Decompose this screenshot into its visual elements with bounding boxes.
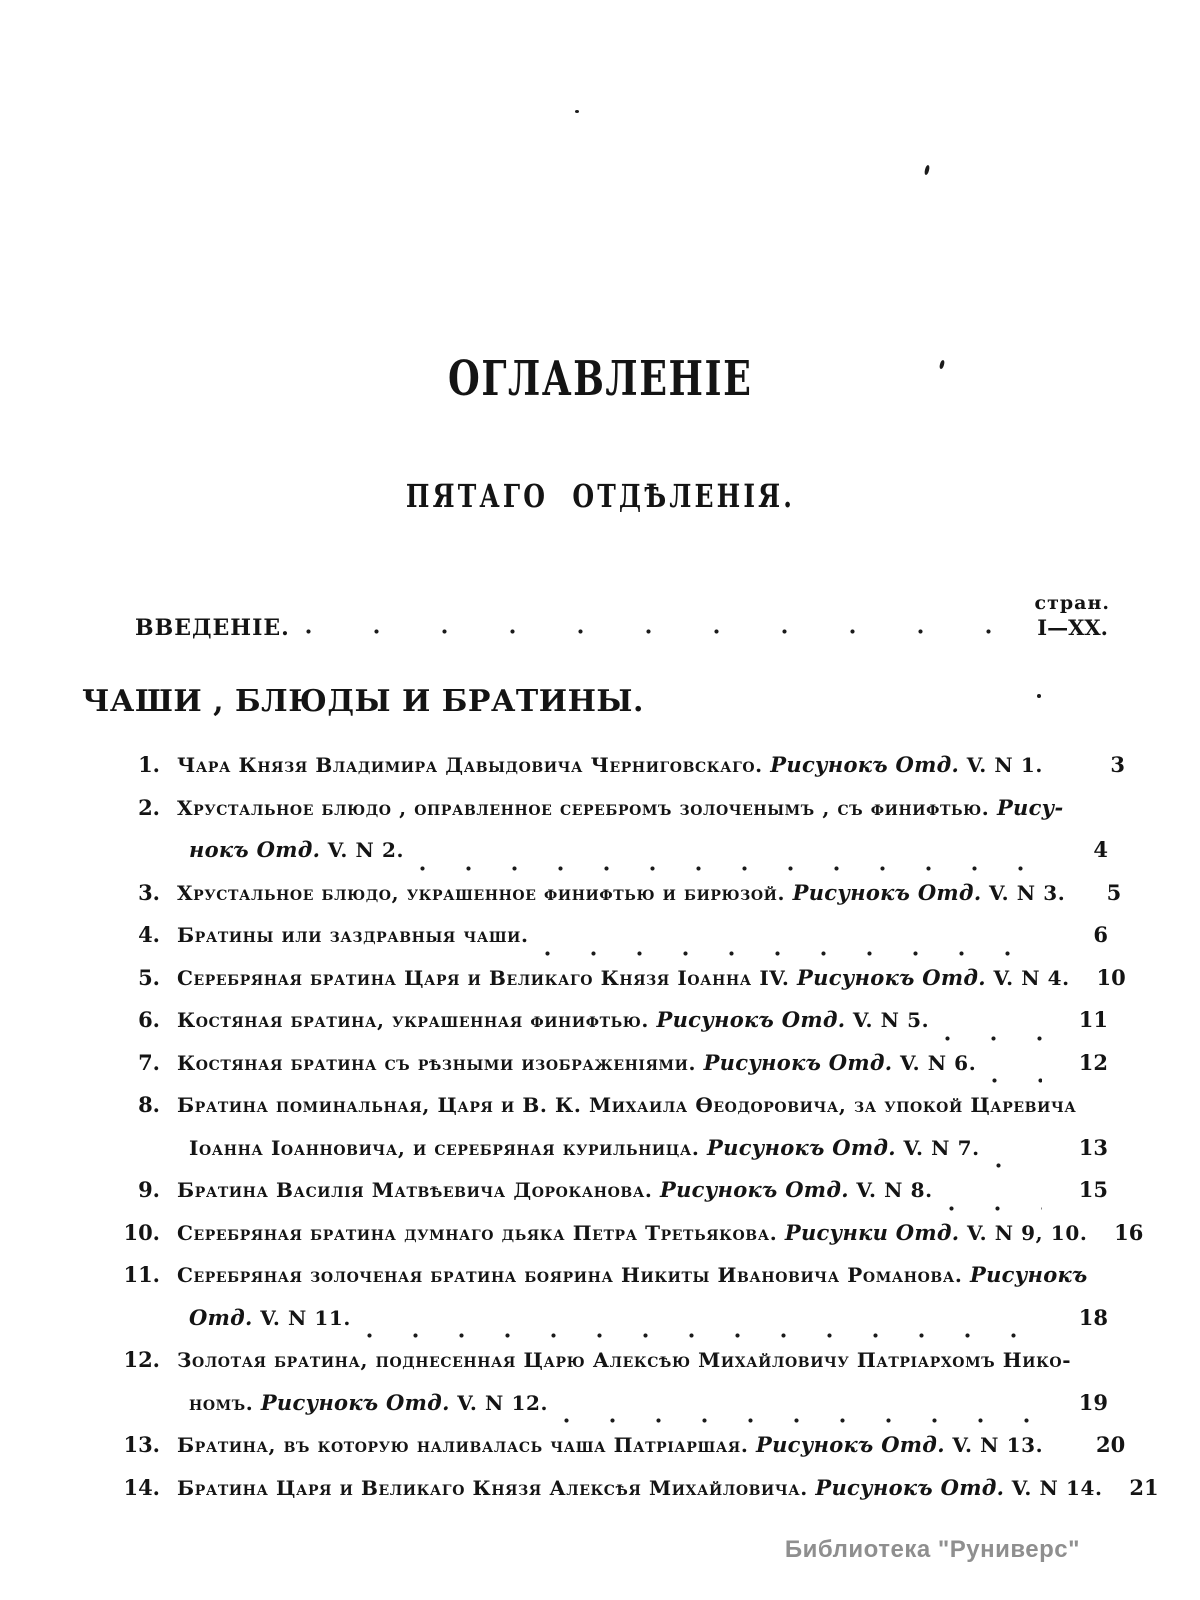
entry-page-number: 20 (1095, 1432, 1126, 1457)
toc-entry-line (104, 1092, 1108, 1135)
entry-text: нокъ Отд. V. N 2. (189, 837, 405, 862)
entry-page-number: 18 (1078, 1304, 1108, 1330)
toc-entry-line (104, 1305, 1108, 1348)
entry-page-number: 10 (1096, 964, 1126, 990)
entry-number: 10. (123, 1219, 160, 1245)
toc-entry-line (104, 752, 1125, 795)
dot-leader (306, 629, 1013, 634)
toc-entry-line (104, 1177, 1108, 1220)
entry-number: 7. (138, 1049, 160, 1075)
entry-number: 6. (138, 1007, 160, 1032)
section-heading: ЧАШИ , БЛЮДЫ И БРАТИНЫ. (82, 684, 644, 719)
dot-leader (992, 1078, 1042, 1083)
entry-text: Отд. V. N 11. (189, 1304, 351, 1330)
toc-entry-line (104, 879, 1122, 923)
entry-page-number: 12 (1078, 1049, 1108, 1075)
toc-entry-line (104, 837, 1108, 880)
entry-number: 3. (138, 879, 160, 905)
entry-page-number: 4 (1093, 837, 1108, 862)
entry-text: Хрустальное блюдо, украшенное финифтью и бирюзой. Рисунокъ Отд. V. N 3. (177, 879, 1066, 905)
dot-leader (367, 1333, 1042, 1338)
entry-number: 13. (123, 1432, 160, 1457)
toc-entry-line (104, 1474, 1159, 1518)
toc-entry-line (104, 1432, 1126, 1475)
entry-number: 5. (138, 964, 160, 990)
entry-page-number: 13 (1078, 1134, 1108, 1160)
toc-entry-line (104, 1135, 1108, 1178)
dot-leader (945, 1036, 1042, 1041)
dot-leader (564, 1418, 1042, 1423)
entry-text: Братины или заздравныя чаши. (177, 923, 529, 947)
toc-entry-line (104, 795, 1108, 838)
dot-leader (996, 1163, 1042, 1168)
entry-page-number: 15 (1078, 1177, 1108, 1202)
dot-leader (949, 1206, 1042, 1211)
entry-page-number: 3 (1110, 752, 1125, 777)
dot-leader (420, 866, 1042, 871)
page-column-header: стран. (1034, 592, 1110, 614)
entry-number: 2. (138, 794, 160, 820)
ink-speck (924, 165, 930, 176)
toc-entry-line (104, 1007, 1108, 1050)
entry-text: Чара Князя Владимира Давыдовича Черниговскаго. Рисунокъ Отд. V. N 1. (177, 752, 1043, 777)
toc-entry-line (104, 964, 1126, 1008)
ink-speck (575, 110, 579, 113)
introduction-label: ВВЕДЕНІЕ. (135, 615, 290, 641)
entry-text: Костяная братина съ рѣзными изображеніями. Рисунокъ Отд. V. N 6. (177, 1049, 977, 1075)
entry-text: номъ. Рисунокъ Отд. V. N 12. (189, 1389, 549, 1415)
entry-number: 12. (123, 1347, 160, 1372)
toc-entry-line (104, 1347, 1108, 1390)
entry-number: 4. (138, 922, 160, 947)
toc-entry-line (104, 1219, 1144, 1263)
entry-text: Братина, въ которую наливалась чаша Патріаршая. Рисунокъ Отд. V. N 13. (177, 1432, 1044, 1457)
entry-number: 11. (123, 1262, 160, 1287)
entry-text: Серебряная братина Царя и Великаго Князя Іоанна IV. Рисунокъ Отд. V. N 4. (177, 964, 1070, 990)
dot-leader (545, 951, 1042, 956)
entry-number: 14. (123, 1474, 160, 1500)
entry-number: 8. (138, 1092, 160, 1117)
entry-text: Хрустальное блюдо , оправленное серебромъ золоченымъ , съ финифтью. Рису- (177, 794, 1064, 820)
entry-text: Серебряная братина думнаго дьяка Петра Третьякова. Рисунки Отд. V. N 9, 10. (177, 1219, 1088, 1245)
page-subtitle-wrap (0, 477, 1200, 515)
toc-entry-line (104, 922, 1108, 965)
entry-number: 9. (138, 1177, 160, 1202)
entry-page-number: 5 (1106, 879, 1122, 905)
entry-number: 1. (138, 752, 160, 777)
toc-entry-line (104, 1390, 1108, 1433)
entry-page-number: 19 (1078, 1389, 1108, 1415)
entry-text: Серебряная золоченая братина боярина Никиты Ивановича Романова. Рисунокъ (177, 1262, 1088, 1287)
page-title: ОГЛАВЛЕНІЕ (447, 351, 753, 407)
entry-page-number: 6 (1093, 922, 1108, 947)
library-watermark: Библиотека "Руниверс" (784, 1536, 1080, 1563)
page-title-wrap (0, 351, 1200, 407)
toc-entry-line (104, 1050, 1108, 1093)
introduction-page-range: I—XX. (1037, 615, 1108, 640)
entry-page-number: 16 (1114, 1219, 1144, 1245)
toc-entry-line (104, 1262, 1108, 1305)
entry-text: Братина Царя и Великаго Князя Алексѣя Михайловича. Рисунокъ Отд. V. N 14. (177, 1474, 1103, 1500)
toc-list (104, 752, 1159, 1517)
entry-page-number: 21 (1129, 1474, 1159, 1500)
page-subtitle: ПЯТАГО ОТДѢЛЕНІЯ. (405, 477, 795, 515)
entry-text: Братина поминальная, Царя и В. К. Михаила Ѳеодоровича, за упокой Царевича (177, 1093, 1077, 1117)
introduction-row (135, 615, 1108, 641)
entry-text: Іоанна Іоанновича, и серебряная курильница. Рисунокъ Отд. V. N 7. (189, 1134, 980, 1160)
entry-text: Золотая братина, поднесенная Царю Алексѣю Михайловичу Патріархомъ Нико- (177, 1348, 1072, 1372)
entry-text: Братина Василія Матвѣевича Дороканова. Рисунокъ Отд. V. N 8. (177, 1177, 933, 1202)
entry-text: Костяная братина, украшенная финифтью. Рисунокъ Отд. V. N 5. (177, 1007, 930, 1032)
entry-page-number: 11 (1078, 1007, 1108, 1032)
ink-speck (1037, 694, 1041, 698)
